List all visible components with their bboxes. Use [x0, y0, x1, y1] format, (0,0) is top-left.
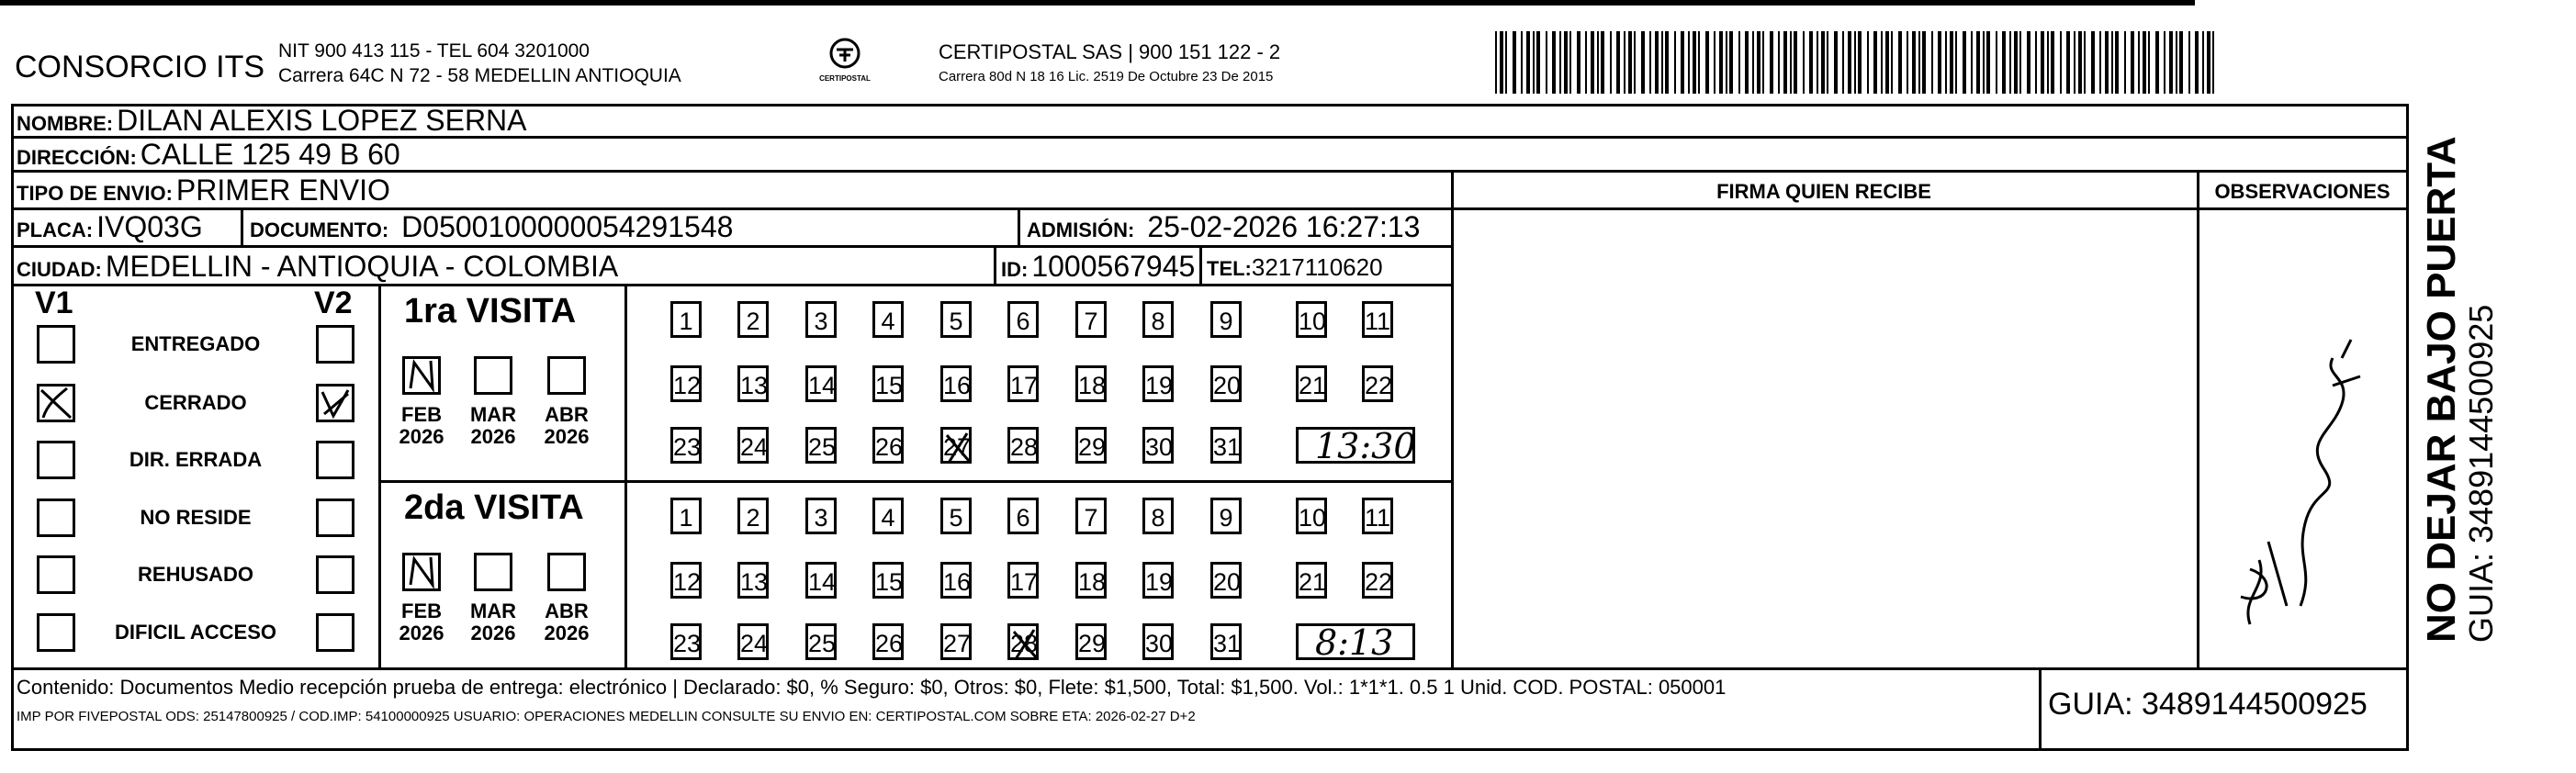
day-box-0-21[interactable]: 21	[1296, 365, 1327, 402]
day-box-1-31[interactable]: 31	[1210, 623, 1242, 660]
barcode-bar	[1986, 31, 1990, 94]
barcode-bar	[1705, 31, 1709, 94]
month-label-0-2: ABR 2026	[544, 403, 590, 448]
day-box-1-29[interactable]: 29	[1075, 623, 1107, 660]
barcode-bar	[2188, 31, 2190, 94]
placa-row	[17, 210, 203, 244]
v2-checkbox-2[interactable]	[316, 441, 354, 479]
day-box-1-12[interactable]: 12	[670, 562, 702, 599]
day-box-0-26[interactable]: 26	[872, 427, 904, 464]
barcode-bar	[1803, 31, 1805, 94]
day-box-0-7[interactable]: 7	[1075, 301, 1107, 338]
ciudad-value: MEDELLIN - ANTIOQUIA - COLOMBIA	[105, 250, 619, 283]
day-box-0-10[interactable]: 10	[1296, 301, 1327, 338]
side-text	[2421, 136, 2500, 643]
company-line-2: Carrera 64C N 72 - 58 MEDELLIN ANTIOQUIA	[278, 65, 681, 86]
barcode-bar	[1738, 31, 1740, 94]
barcode-bar	[2014, 31, 2018, 94]
barcode-bar	[1778, 31, 1780, 94]
documento-value: D0500100000054291548	[401, 210, 734, 243]
barcode-bar	[1688, 31, 1690, 94]
barcode-bar	[2138, 31, 2140, 94]
barcode-bar	[1577, 31, 1580, 94]
barcode-bar	[1790, 31, 1792, 94]
v2-checkbox-1[interactable]	[316, 384, 354, 422]
placa-label: PLACA:	[17, 218, 94, 241]
barcode-bar	[1591, 31, 1594, 94]
barcode-bar	[1918, 31, 1920, 94]
day-box-1-2[interactable]: 2	[737, 498, 769, 534]
v2-checkbox-0[interactable]	[316, 325, 354, 364]
barcode-bar	[1817, 31, 1818, 94]
barcode-bar	[1867, 31, 1869, 94]
day-box-1-14[interactable]: 14	[805, 562, 837, 599]
day-box-1-1[interactable]: 1	[670, 498, 702, 534]
barcode-bar	[2115, 31, 2119, 94]
barcode-bar	[1521, 31, 1523, 94]
day-box-0-5[interactable]: 5	[940, 301, 972, 338]
day-box-0-27[interactable]: 27	[940, 427, 972, 464]
barcode-bar	[2207, 31, 2210, 94]
ciudad-label: CIUDAD:	[17, 258, 102, 281]
v2-mark-icon	[319, 386, 352, 420]
day-box-1-9[interactable]: 9	[1210, 498, 1242, 534]
barcode-bar	[1729, 31, 1733, 94]
day-box-0-24[interactable]: 24	[737, 427, 769, 464]
barcode-bar	[2202, 31, 2204, 94]
day-box-1-23[interactable]: 23	[670, 623, 702, 660]
barcode-bar	[2019, 31, 2021, 94]
day-box-0-18[interactable]: 18	[1075, 365, 1107, 402]
form-left-border	[11, 104, 14, 751]
tel-label: TEL:	[1207, 257, 1252, 280]
barcode-bar	[2111, 31, 2113, 94]
direccion-label: DIRECCIÓN:	[17, 146, 137, 169]
barcode-bar	[2155, 31, 2159, 94]
barcode-bar	[1996, 31, 1997, 94]
id-row	[1001, 250, 1195, 284]
barcode-bar	[1649, 31, 1651, 94]
day-box-0-13[interactable]: 13	[737, 365, 769, 402]
admision-label: ADMISIÓN:	[1027, 218, 1135, 241]
day-box-0-16[interactable]: 16	[940, 365, 972, 402]
certipostal-logo	[817, 37, 872, 92]
barcode-bar	[1963, 31, 1966, 94]
barcode-bar	[1950, 31, 1953, 94]
direccion-value: CALLE 125 49 B 60	[140, 138, 400, 171]
barcode-bar	[2176, 31, 2177, 94]
day-box-0-31[interactable]: 31	[1210, 427, 1242, 464]
barcode-bar	[1745, 31, 1749, 94]
nombre-label: NOMBRE:	[17, 112, 114, 135]
barcode-bar	[2169, 31, 2173, 94]
barcode-bar	[2195, 31, 2199, 94]
day-box-0-19[interactable]: 19	[1142, 365, 1174, 402]
barcode-bar	[1794, 31, 1797, 94]
tipo-label: TIPO DE ENVIO:	[17, 182, 173, 205]
month-checkbox-1-1[interactable]	[474, 553, 512, 591]
barcode-bar	[1564, 31, 1568, 94]
barcode-bar	[1655, 31, 1659, 94]
month-checkbox-0-1[interactable]	[474, 356, 512, 395]
v1-checkbox-1[interactable]	[37, 384, 75, 422]
barcode-bar	[1585, 31, 1587, 94]
barcode-bar	[2035, 31, 2037, 94]
month-mark-icon	[405, 359, 438, 392]
day-box-1-25[interactable]: 25	[805, 623, 837, 660]
day-box-0-9[interactable]: 9	[1210, 301, 1242, 338]
barcode-bar	[1821, 31, 1825, 94]
barcode-bar	[2060, 31, 2062, 94]
day-box-0-8[interactable]: 8	[1142, 301, 1174, 338]
barcode-bar	[1834, 31, 1838, 94]
month-label-1-0: FEB 2026	[399, 599, 444, 644]
nombre-row	[17, 104, 527, 138]
barcode-bar	[1495, 31, 1497, 94]
barcode-bar	[1976, 31, 1980, 94]
day-box-1-10[interactable]: 10	[1296, 498, 1327, 534]
barcode-bar	[2066, 31, 2070, 94]
barcode-bar	[1674, 31, 1676, 94]
barcode-bar	[1971, 31, 1973, 94]
day-mark-icon	[1010, 626, 1041, 663]
barcode-bar	[1624, 31, 1625, 94]
barcode-bar	[1714, 31, 1715, 94]
barcode-bar	[1698, 31, 1700, 94]
barcode-bar	[1693, 31, 1696, 94]
barcode-bar	[1552, 31, 1556, 94]
barcode-bar	[1945, 31, 1947, 94]
day-box-1-27[interactable]: 27	[940, 623, 972, 660]
barcode-bar	[1526, 31, 1530, 94]
barcode-bar	[1634, 31, 1636, 94]
day-box-0-15[interactable]: 15	[872, 365, 904, 402]
day-box-0-11[interactable]: 11	[1362, 301, 1393, 338]
company-line-1: NIT 900 413 115 - TEL 604 3201000	[278, 40, 590, 62]
v1-checkbox-0[interactable]	[37, 325, 75, 364]
day-box-0-12[interactable]: 12	[670, 365, 702, 402]
handwritten-signature	[2213, 330, 2397, 633]
tel-value: 3217110620	[1251, 253, 1383, 281]
barcode-bar	[1597, 31, 1599, 94]
barcode-bar	[1546, 31, 1547, 94]
company-name: CONSORCIO ITS	[15, 50, 265, 84]
barcode-bar	[1858, 31, 1862, 94]
documento-label: DOCUMENTO:	[250, 218, 389, 241]
barcode-bar	[1641, 31, 1645, 94]
barcode-bar	[1783, 31, 1787, 94]
barcode-bar	[1505, 31, 1507, 94]
barcode-bar	[1757, 31, 1760, 94]
day-box-1-16[interactable]: 16	[940, 562, 972, 599]
month-label-0-0: FEB 2026	[399, 403, 444, 448]
barcode-bar	[1983, 31, 1985, 94]
status-label-5: DIFICIL ACCESO	[114, 621, 276, 644]
v1-mark-icon	[39, 386, 73, 420]
courier-line-2: Carrera 80d N 18 16 Lic. 2519 De Octubre 23 De 2015	[939, 69, 1274, 84]
barcode-bar	[2179, 31, 2183, 94]
barcode-bar	[1500, 31, 1503, 94]
status-label-3: NO RESIDE	[140, 506, 252, 529]
admision-value: 25-02-2026 16:27:13	[1147, 210, 1421, 243]
day-box-0-4[interactable]: 4	[872, 301, 904, 338]
barcode-bar	[1665, 31, 1669, 94]
day-box-1-4[interactable]: 4	[872, 498, 904, 534]
day-box-0-30[interactable]: 30	[1142, 427, 1174, 464]
barcode-bar	[1726, 31, 1727, 94]
v2-checkbox-4[interactable]	[316, 555, 354, 594]
barcode-bar	[2143, 31, 2146, 94]
month-label-0-1: MAR 2026	[469, 403, 517, 448]
day-box-1-13[interactable]: 13	[737, 562, 769, 599]
day-box-0-20[interactable]: 20	[1210, 365, 1242, 402]
day-box-1-17[interactable]: 17	[1007, 562, 1039, 599]
barcode-bar	[1533, 31, 1535, 94]
day-box-1-30[interactable]: 30	[1142, 623, 1174, 660]
barcode-bar	[1628, 31, 1632, 94]
barcode-bar	[1922, 31, 1926, 94]
footer-imp: IMP POR FIVEPOSTAL ODS: 25147800925 / COD.IMP: 54100000925 USUARIO: OPERACIONES MEDELLIN CONSULTE SU ENVIO EN: CERTIPOSTAL.COM SOBRE ETA: 2026-02-27 D+2	[17, 709, 1196, 724]
barcode-bar	[2124, 31, 2126, 94]
day-box-1-20[interactable]: 20	[1210, 562, 1242, 599]
day-box-1-26[interactable]: 26	[872, 623, 904, 660]
form-bottom-border	[11, 748, 2408, 751]
barcode	[1495, 31, 2221, 94]
barcode-bar	[1842, 31, 1844, 94]
visit-title-0: 1ra VISITA	[404, 292, 577, 330]
day-mark-icon	[943, 430, 974, 466]
barcode-bar	[1513, 31, 1516, 94]
barcode-bar	[2074, 31, 2075, 94]
top-rule	[0, 0, 2195, 6]
barcode-bar	[1719, 31, 1723, 94]
placa-value: IVQ03G	[96, 210, 203, 243]
day-box-0-17[interactable]: 17	[1007, 365, 1039, 402]
barcode-bar	[2009, 31, 2011, 94]
documento-row	[250, 210, 733, 244]
month-checkbox-1-2[interactable]	[547, 553, 586, 591]
month-label-1-2: ABR 2026	[544, 599, 590, 644]
day-box-1-6[interactable]: 6	[1007, 498, 1039, 534]
day-box-1-28[interactable]: 28	[1007, 623, 1039, 660]
day-box-1-24[interactable]: 24	[737, 623, 769, 660]
day-box-1-18[interactable]: 18	[1075, 562, 1107, 599]
day-box-1-15[interactable]: 15	[872, 562, 904, 599]
admision-row	[1027, 210, 1420, 244]
tipo-value: PRIMER ENVIO	[175, 174, 390, 207]
day-box-0-25[interactable]: 25	[805, 427, 837, 464]
month-checkbox-0-0[interactable]	[402, 356, 441, 395]
barcode-bar	[1873, 31, 1877, 94]
month-checkbox-0-2[interactable]	[547, 356, 586, 395]
barcode-bar	[1907, 31, 1908, 94]
id-label: ID:	[1001, 258, 1029, 281]
day-box-0-23[interactable]: 23	[670, 427, 702, 464]
barcode-bar	[1616, 31, 1620, 94]
barcode-bar	[1898, 31, 1902, 94]
barcode-bar	[1661, 31, 1663, 94]
day-box-1-19[interactable]: 19	[1142, 562, 1174, 599]
v1-checkbox-3[interactable]	[37, 499, 75, 537]
day-box-0-28[interactable]: 28	[1007, 427, 1039, 464]
time-value-0: 13:30	[1315, 426, 1416, 466]
barcode-bar	[1931, 31, 1933, 94]
v2-checkbox-5[interactable]	[316, 613, 354, 652]
time-box-0[interactable]	[1296, 427, 1415, 464]
v1-header: V1	[35, 286, 73, 320]
barcode-bar	[1827, 31, 1828, 94]
day-box-0-6[interactable]: 6	[1007, 301, 1039, 338]
ciudad-row	[17, 250, 618, 284]
barcode-bar	[1955, 31, 1957, 94]
barcode-bar	[2041, 31, 2044, 94]
side-guia: GUIA: 3489144500925	[2462, 304, 2500, 643]
courier-line-1: CERTIPOSTAL SAS | 900 151 122 - 2	[939, 40, 1281, 63]
barcode-bar	[1762, 31, 1764, 94]
barcode-bar	[1938, 31, 1941, 94]
certipostal-logo-icon	[827, 37, 863, 70]
footer-guia: GUIA: 3489144500925	[2048, 687, 2368, 722]
day-box-1-7[interactable]: 7	[1075, 498, 1107, 534]
firma-header: FIRMA QUIEN RECIBE	[1716, 180, 1931, 203]
month-label-1-1: MAR 2026	[469, 599, 517, 644]
barcode-bar	[1885, 31, 1889, 94]
barcode-bar	[2131, 31, 2134, 94]
barcode-bar	[1912, 31, 1916, 94]
status-label-1: CERRADO	[144, 391, 247, 414]
barcode-bar	[1559, 31, 1561, 94]
day-box-1-21[interactable]: 21	[1296, 562, 1327, 599]
barcode-bar	[1752, 31, 1754, 94]
time-value-1: 8:13	[1315, 622, 1394, 663]
barcode-bar	[2078, 31, 2082, 94]
barcode-bar	[2105, 31, 2109, 94]
barcode-bar	[2002, 31, 2006, 94]
signature-area	[1460, 211, 2186, 661]
v1-checkbox-5[interactable]	[37, 613, 75, 652]
day-box-1-3[interactable]: 3	[805, 498, 837, 534]
day-box-0-14[interactable]: 14	[805, 365, 837, 402]
direccion-row	[17, 138, 400, 172]
barcode-bar	[2164, 31, 2165, 94]
v1-checkbox-4[interactable]	[37, 555, 75, 594]
logo-text: CERTIPOSTAL	[819, 74, 871, 83]
visit-title-1: 2da VISITA	[404, 488, 584, 527]
barcode-bar	[1854, 31, 1856, 94]
day-box-1-5[interactable]: 5	[940, 498, 972, 534]
month-checkbox-1-0[interactable]	[402, 553, 441, 591]
barcode-bar	[2212, 31, 2214, 94]
month-mark-icon	[405, 555, 438, 588]
barcode-image	[1495, 31, 2221, 94]
day-box-1-11[interactable]: 11	[1362, 498, 1393, 534]
v2-header: V2	[314, 286, 353, 320]
barcode-bar	[1601, 31, 1604, 94]
barcode-bar	[2047, 31, 2049, 94]
barcode-bar	[2051, 31, 2054, 94]
barcode-bar	[2091, 31, 2095, 94]
id-value: 1000567945	[1031, 250, 1196, 283]
footer-content: Contenido: Documentos Medio recepción prueba de entrega: electrónico | Declarado: $0, % Seguro: $0, Otros: $0, Flete: $1,500, Total: $1,500. Vol.: 1*1*1. 0.5 1 Unid. COD. POSTAL: 050001	[17, 676, 1727, 699]
barcode-bar	[1681, 31, 1684, 94]
barcode-bar	[1536, 31, 1540, 94]
day-box-1-22[interactable]: 22	[1362, 562, 1393, 599]
status-label-2: DIR. ERRADA	[129, 448, 263, 471]
day-box-0-2[interactable]: 2	[737, 301, 769, 338]
v1-checkbox-2[interactable]	[37, 441, 75, 479]
day-box-0-22[interactable]: 22	[1362, 365, 1393, 402]
barcode-bar	[1569, 31, 1571, 94]
observaciones-header: OBSERVACIONES	[2214, 180, 2390, 203]
status-label-4: REHUSADO	[138, 563, 253, 586]
time-box-1[interactable]	[1296, 622, 1415, 663]
barcode-bar	[2084, 31, 2086, 94]
tel-row	[1207, 253, 1383, 282]
day-box-0-1[interactable]: 1	[670, 301, 702, 338]
side-title: NO DEJAR BAJO PUERTA	[2419, 136, 2464, 643]
status-label-0: ENTREGADO	[130, 332, 261, 355]
barcode-bar	[1848, 31, 1851, 94]
barcode-bar	[2099, 31, 2101, 94]
barcode-bar	[2148, 31, 2150, 94]
day-box-0-29[interactable]: 29	[1075, 427, 1107, 464]
barcode-bar	[1809, 31, 1813, 94]
barcode-bar	[2027, 31, 2030, 94]
barcode-bar	[1881, 31, 1883, 94]
v2-checkbox-3[interactable]	[316, 499, 354, 537]
day-box-1-8[interactable]: 8	[1142, 498, 1174, 534]
nombre-value: DILAN ALEXIS LOPEZ SERNA	[117, 104, 527, 137]
barcode-bar	[1610, 31, 1612, 94]
barcode-bar	[1891, 31, 1893, 94]
tipo-row	[17, 174, 390, 207]
day-box-0-3[interactable]: 3	[805, 301, 837, 338]
barcode-bar	[1770, 31, 1773, 94]
